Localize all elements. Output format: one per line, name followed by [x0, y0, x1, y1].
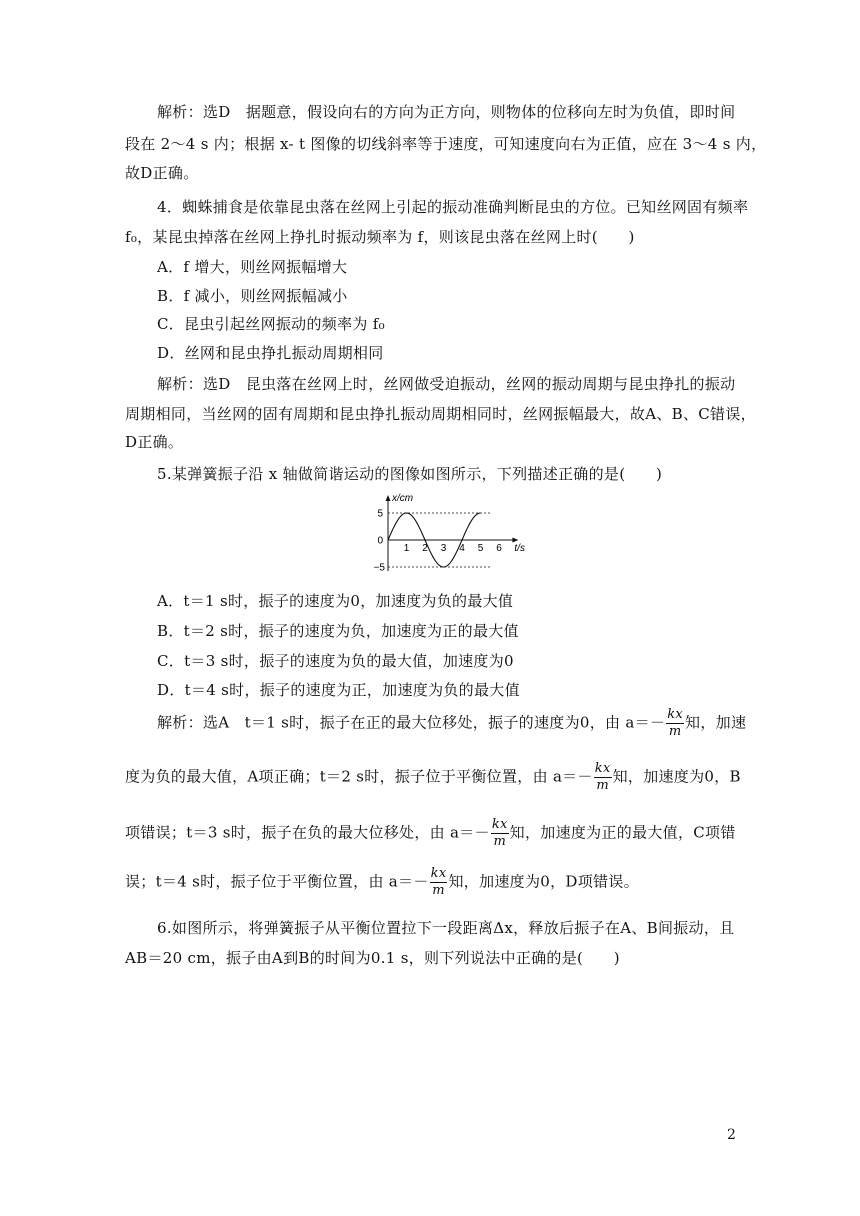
x-tick-label: 3: [440, 543, 447, 554]
fraction-numerator: kx: [430, 866, 447, 881]
q5-option-d: D．t＝4 s时，振子的速度为正，加速度为负的最大值: [157, 681, 520, 699]
y-axis-arrow: [386, 495, 391, 501]
page-number: 2: [727, 1127, 736, 1143]
q5-sol-text-1a: 解析：选A t＝1 s时，振子在正的最大位移处，振子的速度为0，由 a＝－: [157, 713, 666, 732]
q4-solution-line1: 解析：选D 昆虫落在丝网上时，丝网做受迫振动，丝网的振动周期与昆虫挣扎的振动: [157, 375, 736, 393]
q6-stem-line1: 6.如图所示，将弹簧振子从平衡位置拉下一段距离Δx，释放后振子在A、B间振动，且: [157, 919, 735, 937]
q5-solution-line3: [125, 817, 736, 850]
y-axis-label: x/cm: [392, 493, 414, 504]
q4-option-d: D．丝网和昆虫挣扎振动周期相同: [157, 344, 384, 362]
q4-solution-line3: D正确。: [125, 433, 184, 451]
x-tick-label: 4: [459, 543, 465, 554]
y-tick-label: 0: [377, 535, 383, 547]
formula-fraction: [594, 761, 612, 794]
q5-sol-text-4b: 知，加速度为0，D项错误。: [448, 872, 639, 891]
q5-option-a: A．t＝1 s时，振子的速度为0，加速度为负的最大值: [157, 592, 514, 610]
q5-sol-text-3a: 项错误；t＝3 s时，振子在负的最大位移处，由 a＝－: [125, 823, 490, 842]
q5-solution-line2: [125, 761, 741, 794]
fraction-numerator: kx: [594, 761, 611, 776]
q5-sol-text-2a: 度为负的最大值，A项正确；t＝2 s时，振子位于平衡位置，由 a＝－: [125, 767, 593, 786]
fraction-denominator: m: [596, 778, 610, 793]
q5-sol-text-4a: 误；t＝4 s时，振子位于平衡位置，由 a＝－: [125, 872, 429, 891]
x-axis-arrow: [512, 538, 518, 543]
q3-solution-line1: 解析：选D 据题意，假设向右的方向为正方向，则物体的位移向左时为负值，即时间: [157, 103, 736, 121]
fraction-denominator: m: [668, 724, 682, 739]
fraction-numerator: kx: [491, 817, 508, 832]
fraction-denominator: m: [432, 883, 445, 898]
formula-fraction: [491, 817, 509, 850]
q5-sol-text-1b: 知，加速: [685, 713, 747, 732]
q4-option-a: A．f 增大，则丝网振幅增大: [157, 258, 348, 276]
x-tick-label: 5: [477, 543, 484, 554]
q4-solution-line2: 周期相同，当丝网的固有周期和昆虫挣扎振动周期相同时，丝网振幅最大，故A、B、C错误，: [125, 405, 756, 423]
q4-option-b: B．f 减小，则丝网振幅减小: [157, 287, 348, 305]
fraction-denominator: m: [493, 834, 507, 849]
q5-stem: 5.某弹簧振子沿 x 轴做简谐运动的图像如图所示，下列描述正确的是( ): [157, 465, 663, 483]
q4-stem-line1: 4．蜘蛛捕食是依靠昆虫落在丝网上引起的振动准确判断昆虫的方位。已知丝网固有频率: [157, 198, 749, 216]
q5-sol-text-2b: 知，加速度为0，B: [612, 767, 741, 786]
x-axis-label: t/s: [514, 543, 525, 554]
q3-solution-line3: 故D正确。: [125, 164, 199, 182]
x-tick-label: 2: [422, 543, 428, 554]
x-tick-label: 1: [403, 543, 410, 554]
q5-option-b: B．t＝2 s时，振子的速度为负，加速度为正的最大值: [157, 622, 519, 640]
formula-fraction: [666, 707, 684, 740]
q4-stem-line2: f₀，某昆虫掉落在丝网上挣扎时振动频率为 f，则该昆虫落在丝网上时( ): [125, 228, 635, 246]
shm-chart: [360, 484, 525, 574]
q5-sol-text-3b: 知，加速度为正的最大值，C项错: [509, 823, 736, 842]
q5-solution-line4: [125, 866, 639, 899]
y-tick-label: −5: [373, 562, 385, 574]
q3-solution-line2: 段在 2～4 s 内；根据 x- t 图像的切线斜率等于速度，可知速度向右为正值，应在 3～4 s 内，: [125, 135, 767, 153]
q5-option-c: C．t＝3 s时，振子的速度为负的最大值，加速度为0: [157, 652, 514, 670]
chart-layer: [374, 493, 525, 574]
formula-fraction: [430, 866, 448, 899]
q4-option-c: C．昆虫引起丝网振动的频率为 f₀: [157, 315, 385, 333]
fraction-numerator: kx: [667, 707, 684, 722]
x-tick-label: 6: [496, 543, 502, 554]
q5-solution-line1: [157, 707, 746, 740]
y-tick-label: 5: [377, 508, 383, 520]
q6-stem-line2: AB＝20 cm，振子由A到B的时间为0.1 s，则下列说法中正确的是( ): [125, 949, 620, 967]
